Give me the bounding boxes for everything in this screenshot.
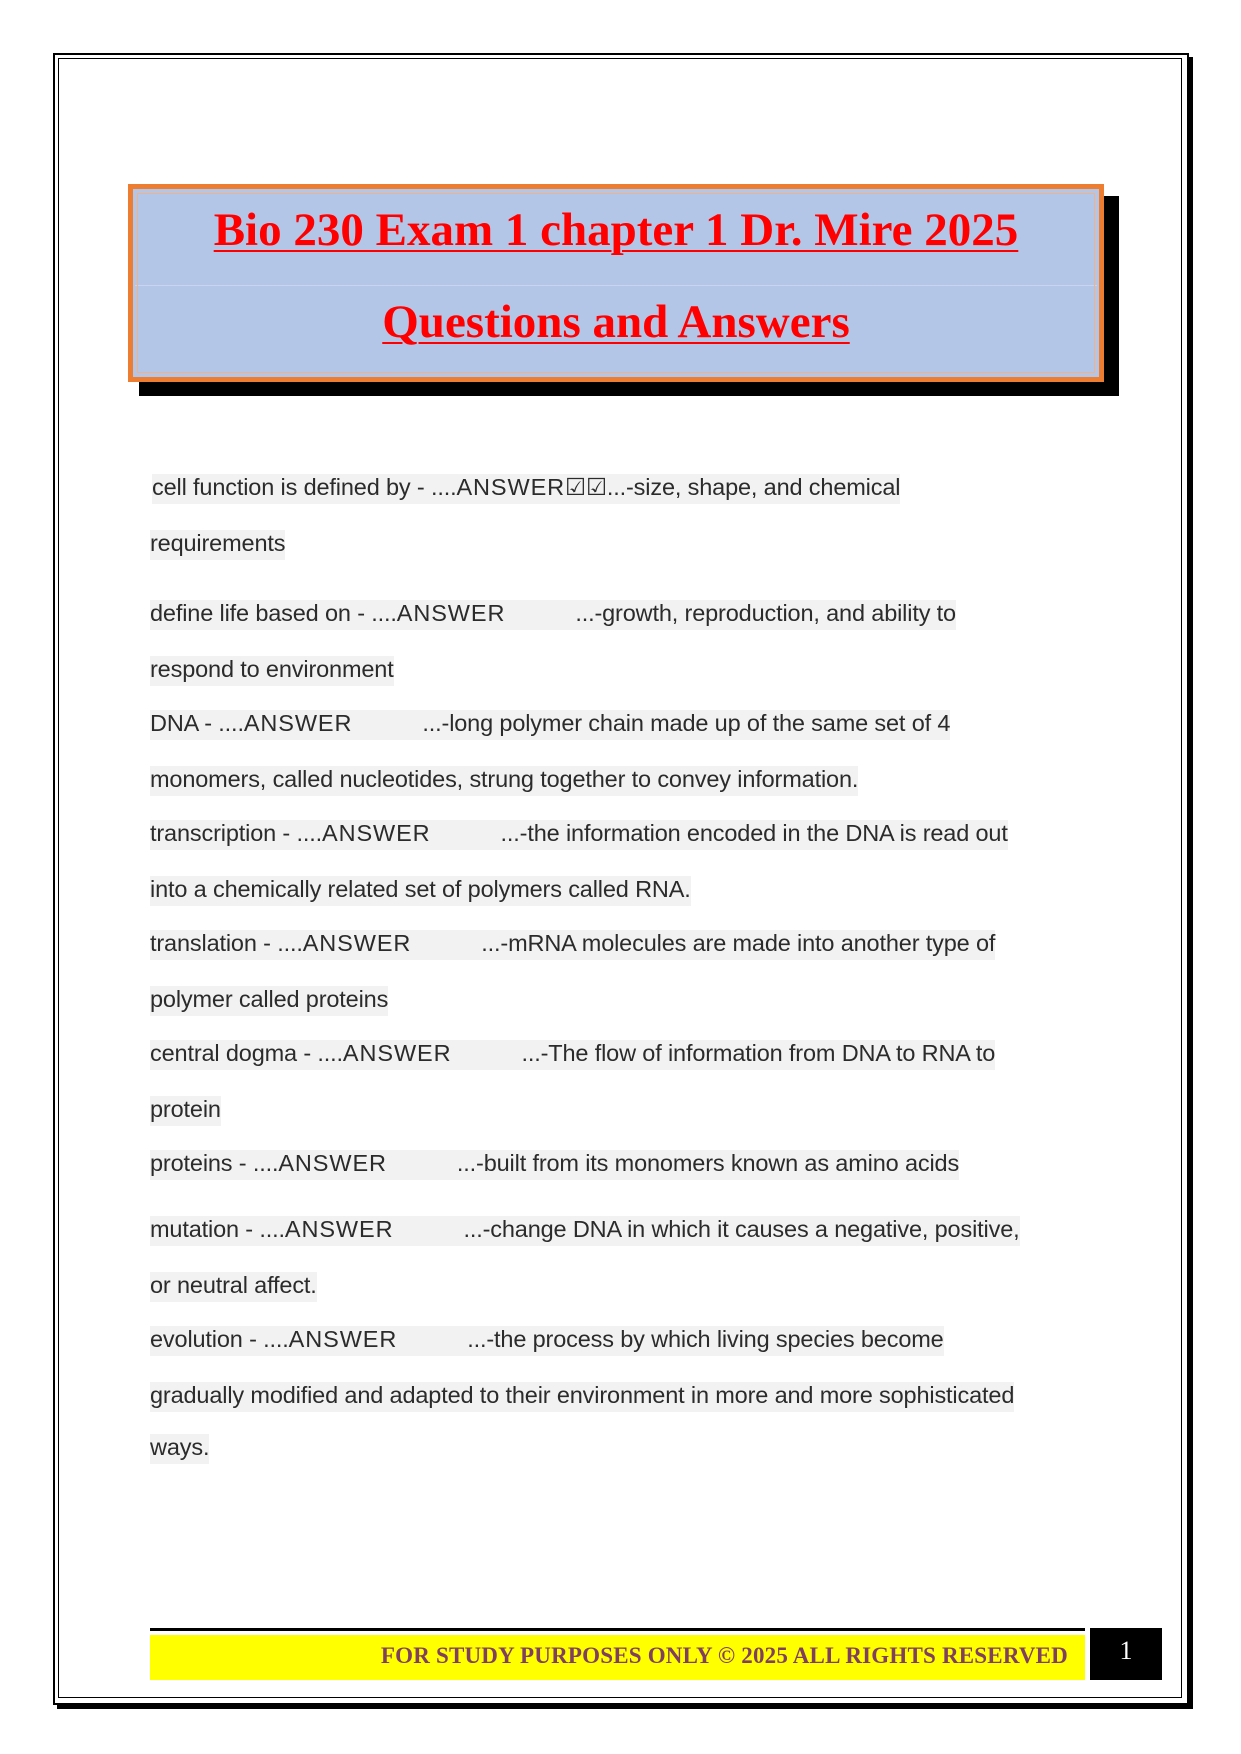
qa-continuation-line: ways. [150,1434,209,1464]
answer-marker: ANSWER [342,1040,452,1066]
answer-text: ☑☑...-size, shape, and chemical [565,474,901,500]
qa-question-line [150,1216,1020,1246]
question-term: central dogma - .... [150,1040,343,1066]
document-title: Bio 230 Exam 1 chapter 1 Dr. Mire 2025 [213,204,1019,256]
title-box [128,184,1104,382]
qa-question-line [150,1040,995,1070]
qa-continuation-line: or neutral affect. [150,1272,317,1302]
question-term: mutation - .... [150,1216,285,1242]
qa-continuation-line: polymer called proteins [150,986,388,1016]
question-term: proteins - .... [150,1150,279,1176]
footer-rule [150,1628,1085,1631]
answer-text: ...-The flow of information from DNA to RNA to [521,1040,996,1066]
title-divider [135,285,1097,286]
question-term: DNA - .... [150,710,244,736]
question-term: transcription - .... [150,820,322,846]
answer-text: ...-the process by which living species become [467,1326,944,1352]
qa-continuation-line: into a chemically related set of polymers called RNA. [150,876,691,906]
question-term: evolution - .... [150,1326,289,1352]
answer-marker: ANSWER [396,600,506,626]
qa-question-line [150,1326,944,1356]
answer-marker: ANSWER [278,1150,387,1176]
answer-text: ...-built from its monomers known as amino acids [456,1150,960,1176]
qa-continuation-line: protein [150,1096,221,1126]
page-number: 1 [1090,1628,1162,1680]
qa-continuation-line: requirements [150,530,285,560]
answer-text: ...-growth, reproduction, and ability to [575,600,956,626]
answer-text: ...-mRNA molecules are made into another type of [481,930,996,956]
qa-question-line [150,710,950,740]
qa-question-line [150,820,1008,850]
answer-text: ...-long polymer chain made up of the same set of 4 [422,710,951,736]
qa-continuation-line: monomers, called nucleotides, strung together to convey information. [150,766,858,796]
answer-text: ...-change DNA in which it causes a negative, positive, [463,1216,1020,1242]
question-term: cell function is defined by - .... [152,474,457,500]
question-term: translation - .... [150,930,303,956]
answer-marker: ANSWER [302,930,412,956]
question-term: define life based on - .... [150,600,397,626]
qa-question-line [152,474,900,504]
answer-marker: ANSWER [322,820,431,846]
qa-continuation-line: respond to environment [150,656,394,686]
qa-question-line [150,1150,959,1180]
document-subtitle: Questions and Answers [382,296,850,348]
answer-text: ...-the information encoded in the DNA is read out [500,820,1008,846]
qa-continuation-line: gradually modified and adapted to their environment in more and more sophisticated [150,1382,1014,1412]
answer-marker: ANSWER [284,1216,394,1242]
qa-question-line [150,930,995,960]
qa-question-line [150,600,956,630]
answer-marker: ANSWER [243,710,353,736]
answer-marker: ANSWER [288,1326,398,1352]
answer-marker: ANSWER [456,474,566,500]
footer-notice: FOR STUDY PURPOSES ONLY © 2025 ALL RIGHTS RESERVED [380,1643,1068,1668]
